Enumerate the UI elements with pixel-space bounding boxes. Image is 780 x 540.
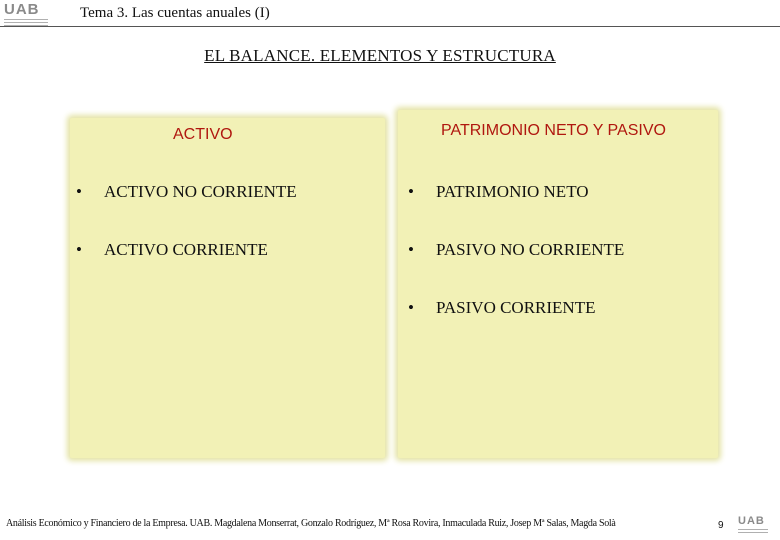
patrimonio-pasivo-heading: PATRIMONIO NETO Y PASIVO xyxy=(441,122,666,139)
list-item xyxy=(76,240,297,298)
slide-title: EL BALANCE. ELEMENTOS Y ESTRUCTURA xyxy=(204,46,556,65)
bullet-icon: • xyxy=(76,182,82,201)
page-number: 9 xyxy=(718,520,724,531)
bullet-icon: • xyxy=(408,298,414,317)
list-item-label: ACTIVO CORRIENTE xyxy=(104,240,268,259)
bullet-icon: • xyxy=(76,240,82,259)
list-item-label: PASIVO CORRIENTE xyxy=(436,298,596,317)
patrimonio-pasivo-list xyxy=(408,182,624,356)
list-item xyxy=(408,182,624,240)
uab-logo-mark: UAB xyxy=(4,1,40,18)
activo-list xyxy=(76,182,297,298)
bullet-icon: • xyxy=(408,182,414,201)
list-item xyxy=(76,182,297,240)
list-item xyxy=(408,240,624,298)
bullet-icon: • xyxy=(408,240,414,259)
patrimonio-pasivo-panel xyxy=(398,110,718,458)
list-item xyxy=(408,298,624,356)
list-item-label: PASIVO NO CORRIENTE xyxy=(436,240,625,259)
header-divider xyxy=(0,26,780,27)
activo-panel xyxy=(70,118,385,458)
footer-credits: Análisis Económico y Financiero de la Empresa. UAB. Magdalena Monserrat, Gonzalo Rodríguez, Mª Rosa Rovira, Inmaculada Ruiz, Josep Mª Salas, Magda Solà xyxy=(6,518,616,529)
list-item-label: PATRIMONIO NETO xyxy=(436,182,589,201)
uab-logo-lines xyxy=(738,527,768,533)
slide-header-title: Tema 3. Las cuentas anuales (I) xyxy=(80,5,270,21)
uab-logo-bottom xyxy=(738,516,768,533)
uab-logo-mark: UAB xyxy=(738,515,765,527)
activo-heading: ACTIVO xyxy=(173,126,233,143)
uab-logo-top xyxy=(4,2,48,26)
list-item-label: ACTIVO NO CORRIENTE xyxy=(104,182,297,201)
uab-logo-lines xyxy=(4,17,48,26)
